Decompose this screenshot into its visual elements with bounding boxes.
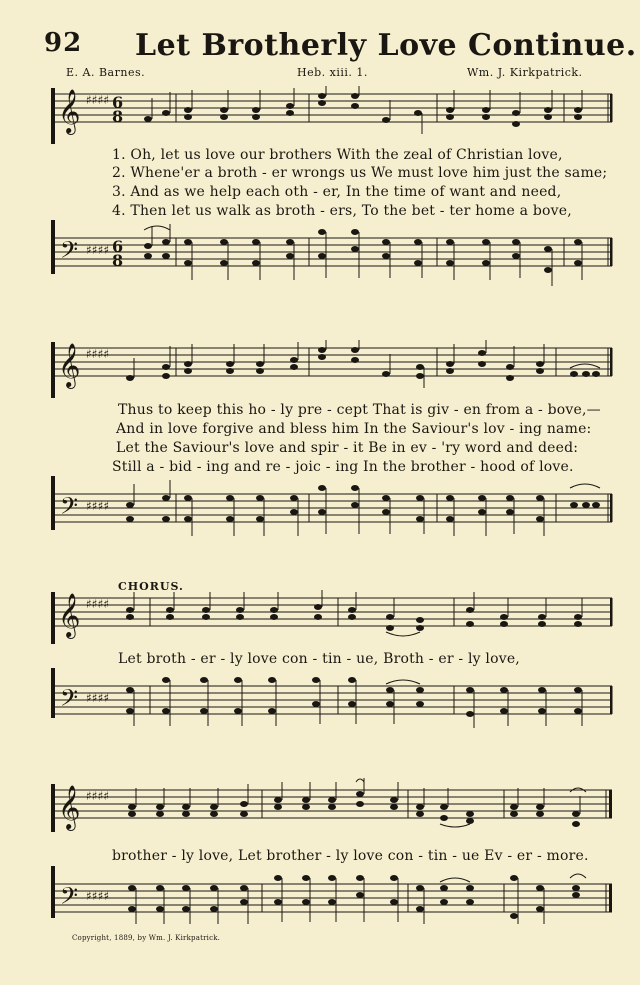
hymn-title: Let Brotherly Love Continue. [135, 28, 637, 63]
svg-text:6: 6 [112, 237, 124, 256]
svg-text:♯♯♯♯: ♯♯♯♯ [86, 691, 110, 705]
verse-3-line-1: 3. And as we help each oth - er, In the time of want and need, [112, 184, 562, 200]
svg-text:𝄢: 𝄢 [60, 882, 79, 915]
svg-text:♯♯♯♯: ♯♯♯♯ [86, 499, 110, 513]
svg-text:6: 6 [112, 93, 124, 112]
svg-text:𝄢: 𝄢 [60, 684, 79, 717]
svg-text:♯♯♯♯: ♯♯♯♯ [86, 347, 110, 361]
svg-text:♯♯♯♯: ♯♯♯♯ [86, 93, 110, 107]
svg-text:♯♯♯♯: ♯♯♯♯ [86, 243, 110, 257]
chorus-line-2: brother - ly love, Let brother - ly love con - tin - ue Ev - er - more. [112, 848, 589, 864]
system-4-bass-staff [0, 866, 640, 928]
verse-4-line-1: 4. Then let us walk as broth - ers, To the bet - ter home a bove, [112, 203, 572, 219]
system-2-treble-staff [0, 338, 640, 398]
composer-credit: Wm. J. Kirkpatrick. [467, 66, 583, 79]
system-3-bass-staff [0, 668, 640, 730]
copyright-notice: Copyright, 1889, by Wm. J. Kirkpatrick. [72, 934, 221, 942]
author-credit: E. A. Barnes. [66, 66, 146, 79]
system-1-bass-staff [0, 220, 640, 290]
system-3-treble-staff [0, 590, 640, 644]
scripture-reference: Heb. xiii. 1. [297, 66, 368, 79]
svg-text:𝄞: 𝄞 [58, 785, 81, 829]
svg-text:♯♯♯♯: ♯♯♯♯ [86, 789, 110, 803]
system-4-treble-staff [0, 772, 640, 832]
svg-text:♯♯♯♯: ♯♯♯♯ [86, 597, 110, 611]
verse-2-line-1: 2. Whene'er a broth - er wrongs us We must love him just the same; [112, 165, 608, 181]
verse-4-line-2: Still a - bid - ing and re - joic - ing In the brother - hood of love. [112, 459, 574, 475]
system-2-bass-staff [0, 476, 640, 546]
chorus-label: CHORUS. [118, 580, 184, 593]
svg-text:𝄞: 𝄞 [58, 89, 81, 133]
svg-text:8: 8 [112, 107, 124, 126]
verse-2-line-2: And in love forgive and bless him In the Saviour's lov - ing name: [116, 421, 592, 437]
svg-text:𝄢: 𝄢 [60, 236, 79, 269]
svg-text:𝄢: 𝄢 [60, 492, 79, 525]
svg-text:8: 8 [112, 251, 124, 270]
chorus-line-1: Let broth - er - ly love con - tin - ue, Broth - er - ly love, [118, 651, 520, 667]
svg-text:♯♯♯♯: ♯♯♯♯ [86, 889, 110, 903]
page-number: 92 [44, 28, 83, 58]
verse-1-line-1: 1. Oh, let us love our brothers With the zeal of Christian love, [112, 147, 563, 163]
verse-3-line-2: Let the Saviour's love and spir - it Be in ev - 'ry word and deed: [116, 440, 579, 456]
system-1-treble-staff [0, 84, 640, 144]
svg-text:𝄞: 𝄞 [58, 343, 81, 387]
svg-text:𝄞: 𝄞 [58, 593, 81, 637]
verse-1-line-2: Thus to keep this ho - ly pre - cept That is giv - en from a - bove,— [118, 402, 601, 418]
